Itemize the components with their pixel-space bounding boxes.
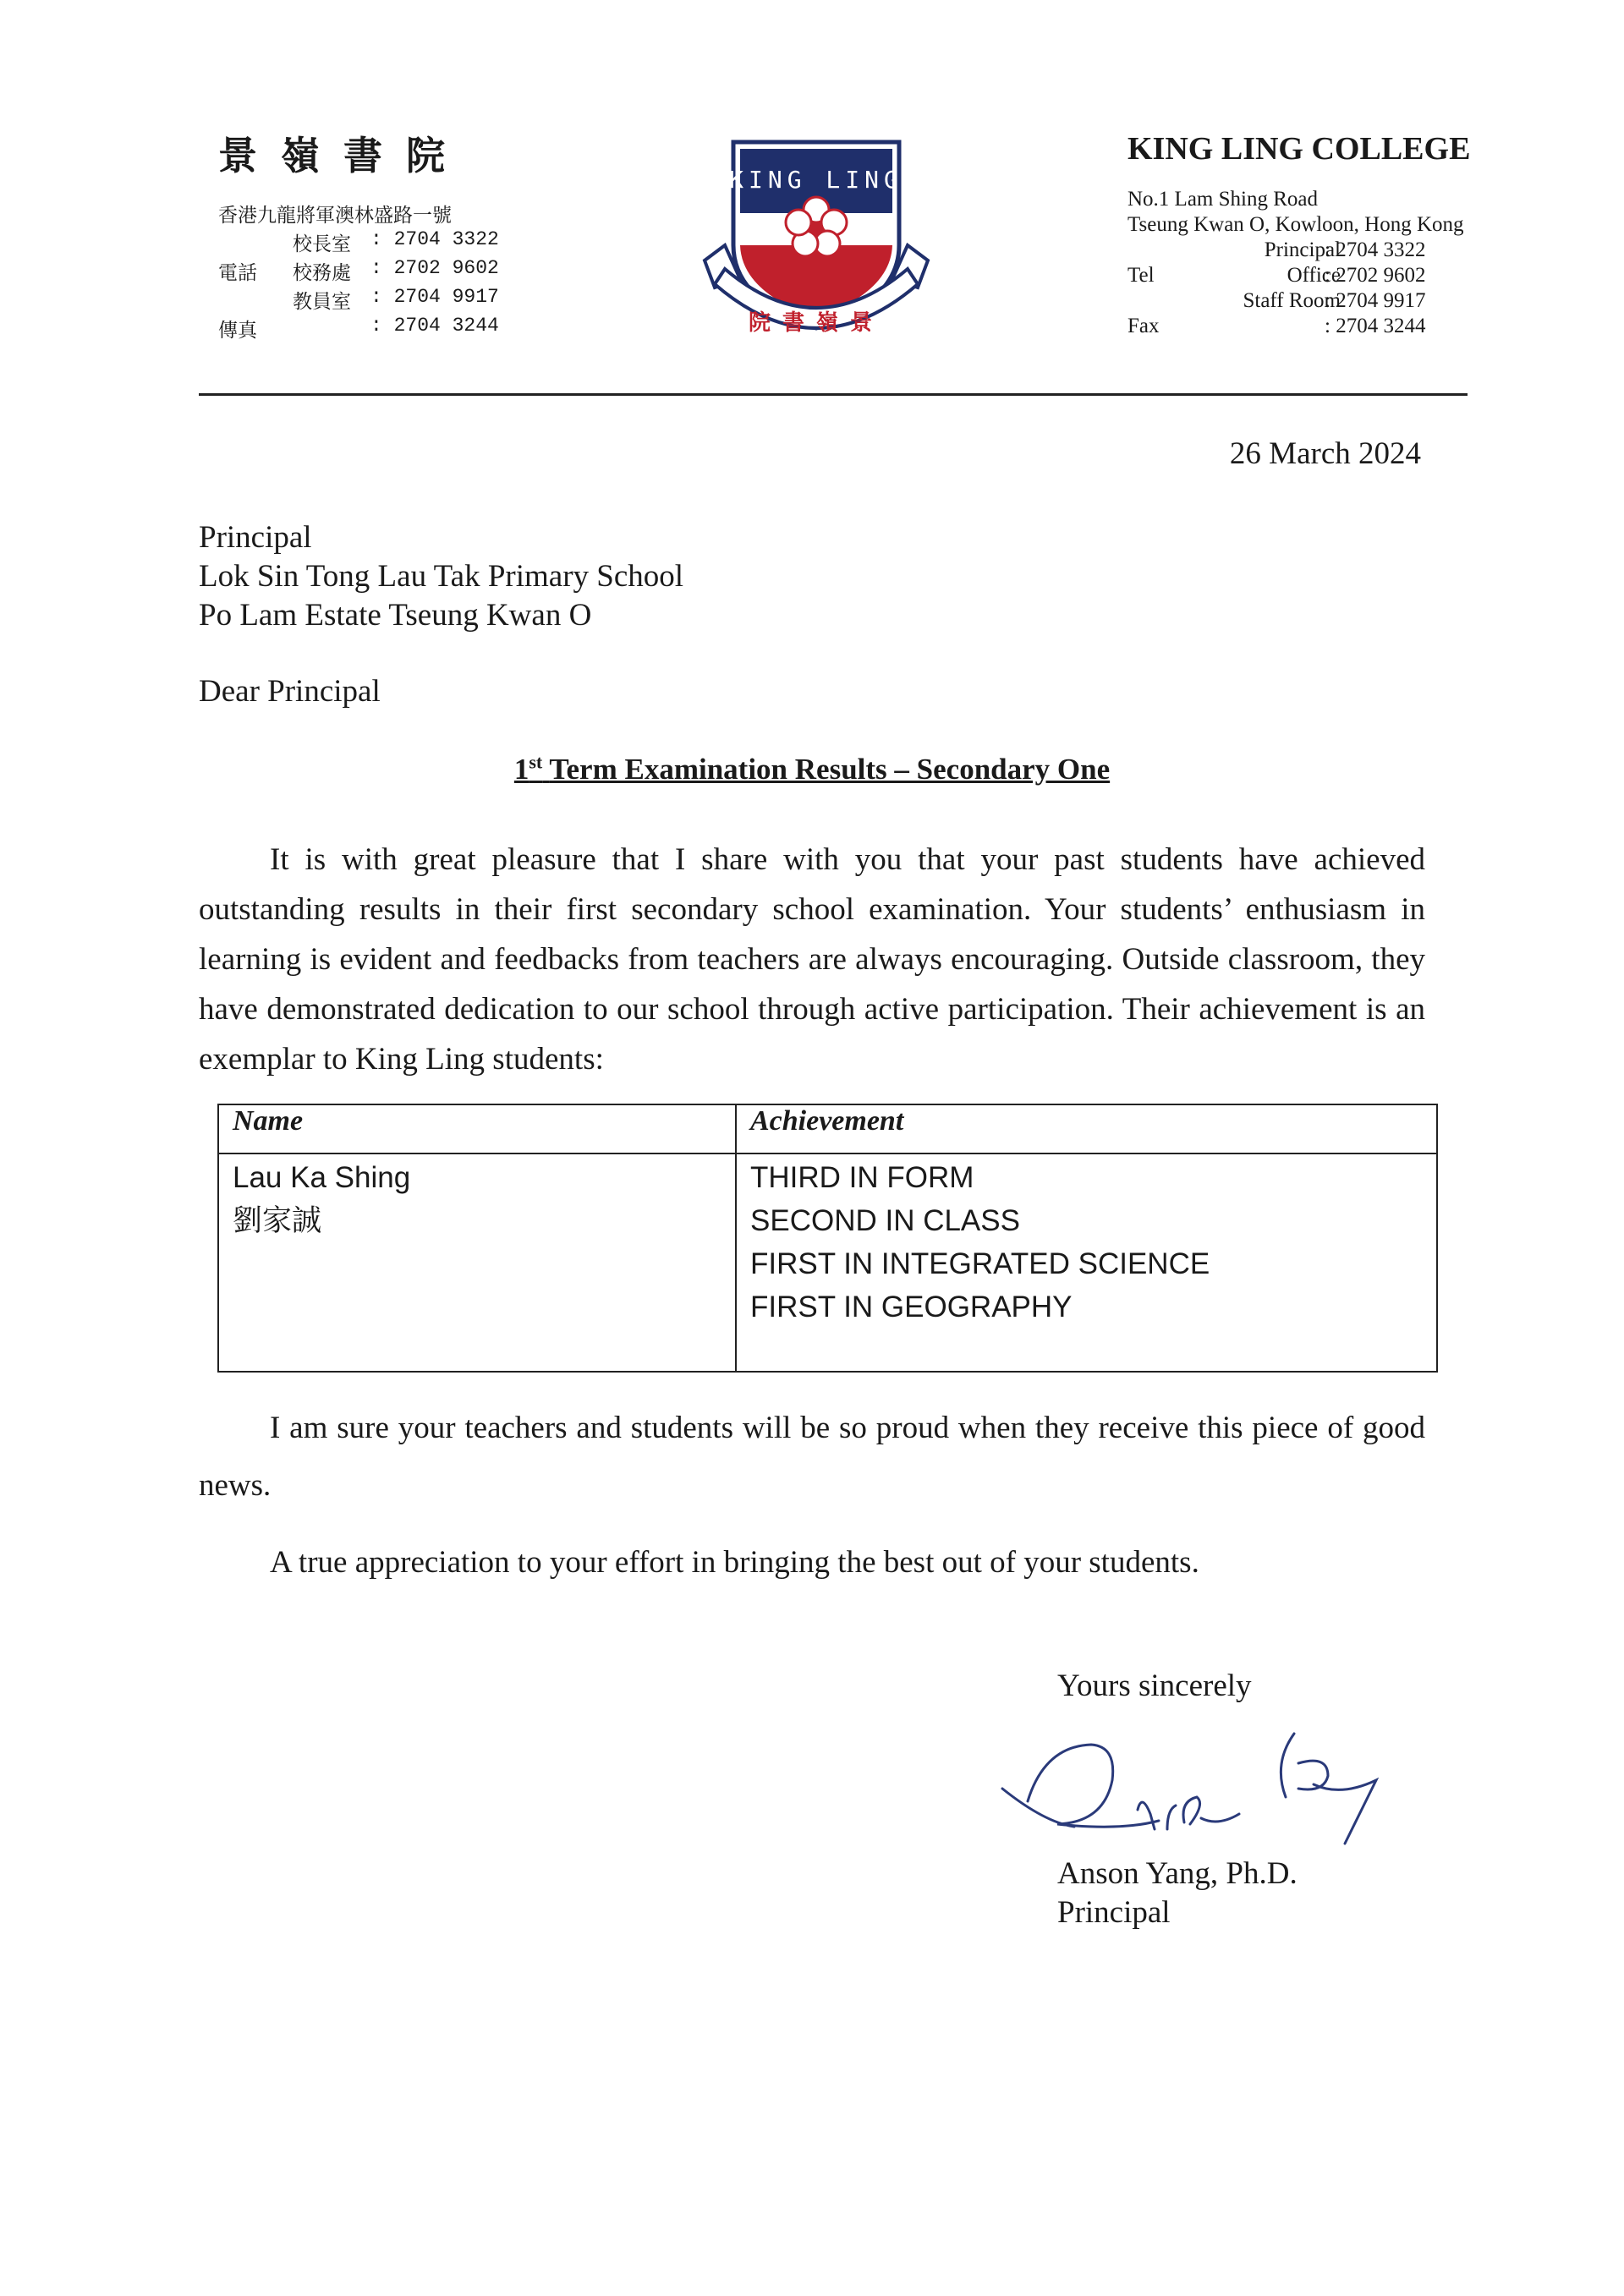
- body-paragraph: [199, 1400, 1425, 1515]
- subject-ordinal: 1: [513, 752, 529, 786]
- contact-label: 傳真: [218, 320, 257, 342]
- achievement-item: FIRST IN INTEGRATED SCIENCE: [750, 1247, 1210, 1280]
- contact-office: Principal: [1264, 238, 1341, 261]
- student-name-english: Lau Ka Shing: [233, 1161, 411, 1194]
- recipient-address: [199, 518, 683, 635]
- contact-office: Staff Room: [1243, 289, 1341, 312]
- achievement-table: [217, 1104, 1438, 1373]
- contact-number: : 2704 9917: [370, 286, 499, 308]
- contact-number: : 2702 9602: [370, 257, 499, 279]
- signer-title: Principal: [1057, 1895, 1171, 1930]
- english-address-line: Tseung Kwan O, Kowloon, Hong Kong: [1127, 213, 1464, 236]
- contact-number: : 2704 3322: [1325, 238, 1426, 261]
- contact-office: Office: [1287, 264, 1341, 287]
- body-paragraph-text: I am sure your teachers and students will be so proud when they receive this piece of good news.: [199, 1411, 1425, 1503]
- header-divider: [199, 393, 1468, 396]
- signer-block: [1057, 1855, 1298, 1932]
- letter-date: 26 March 2024: [1229, 436, 1421, 471]
- contact-number: : 2704 3244: [370, 315, 499, 337]
- school-crest-logo: [681, 118, 952, 364]
- closing-salutation: Yours sincerely: [1057, 1669, 1252, 1703]
- student-name-cell: [218, 1153, 736, 1372]
- achievement-item: FIRST IN GEOGRAPHY: [750, 1290, 1073, 1323]
- achievement-item: SECOND IN CLASS: [750, 1204, 1020, 1237]
- letter-subject: [0, 751, 1624, 786]
- contact-label: Fax: [1127, 315, 1160, 337]
- english-address-line: No.1 Lam Shing Road: [1127, 188, 1318, 211]
- contact-label: Tel: [1127, 264, 1155, 287]
- contact-office: 校長室: [293, 233, 351, 255]
- recipient-line: Principal: [199, 520, 312, 555]
- recipient-line: Po Lam Estate Tseung Kwan O: [199, 598, 592, 633]
- logo-ribbon-text: 院書嶺景: [748, 310, 885, 336]
- chinese-school-name: 景嶺書院: [218, 133, 469, 178]
- body-paragraph-text: A true appreciation to your effort in bringing the best out of your students.: [270, 1545, 1199, 1580]
- english-school-name: KING LING COLLEGE: [1127, 131, 1471, 167]
- achievement-item: THIRD IN FORM: [750, 1161, 974, 1194]
- body-paragraph: [199, 835, 1425, 1084]
- table-row: [218, 1153, 1437, 1372]
- contact-number: : 2704 3244: [1325, 315, 1426, 337]
- chinese-address: 香港九龍將軍澳林盛路一號: [218, 205, 452, 227]
- table-header-achievement: Achievement: [736, 1104, 1437, 1153]
- recipient-line: Lok Sin Tong Lau Tak Primary School: [199, 559, 684, 594]
- signer-name: Anson Yang, Ph.D.: [1057, 1856, 1298, 1891]
- subject-ordinal-suffix: st: [529, 751, 543, 772]
- table-header-row: [218, 1104, 1437, 1153]
- contact-office: 教員室: [293, 291, 351, 313]
- contact-number: : 2704 3322: [370, 228, 499, 250]
- body-paragraph: [199, 1537, 1425, 1587]
- logo-text: KING LING: [729, 166, 903, 194]
- achievement-cell: [736, 1153, 1437, 1372]
- subject-text: Term Examination Results – Secondary One: [549, 752, 1111, 786]
- student-name-chinese: 劉家誠: [233, 1204, 322, 1237]
- table-header-name: Name: [218, 1104, 736, 1153]
- contact-office: 校務處: [293, 262, 351, 284]
- body-paragraph-text: It is with great pleasure that I share with you that your past students have achieved outstanding results in their first secondary school examination. Your students’ enthusiasm in learning is evident and feedbacks from teachers are always encouraging. Outside classroom, they have demonstrated dedication to our school through active participation. Their achievement is an exemplar to King Ling students:: [199, 842, 1425, 1077]
- greeting: Dear Principal: [199, 674, 381, 709]
- contact-number: : 2704 9917: [1325, 289, 1426, 312]
- contact-label: 電話: [218, 262, 257, 284]
- contact-number: : 2702 9602: [1325, 264, 1426, 287]
